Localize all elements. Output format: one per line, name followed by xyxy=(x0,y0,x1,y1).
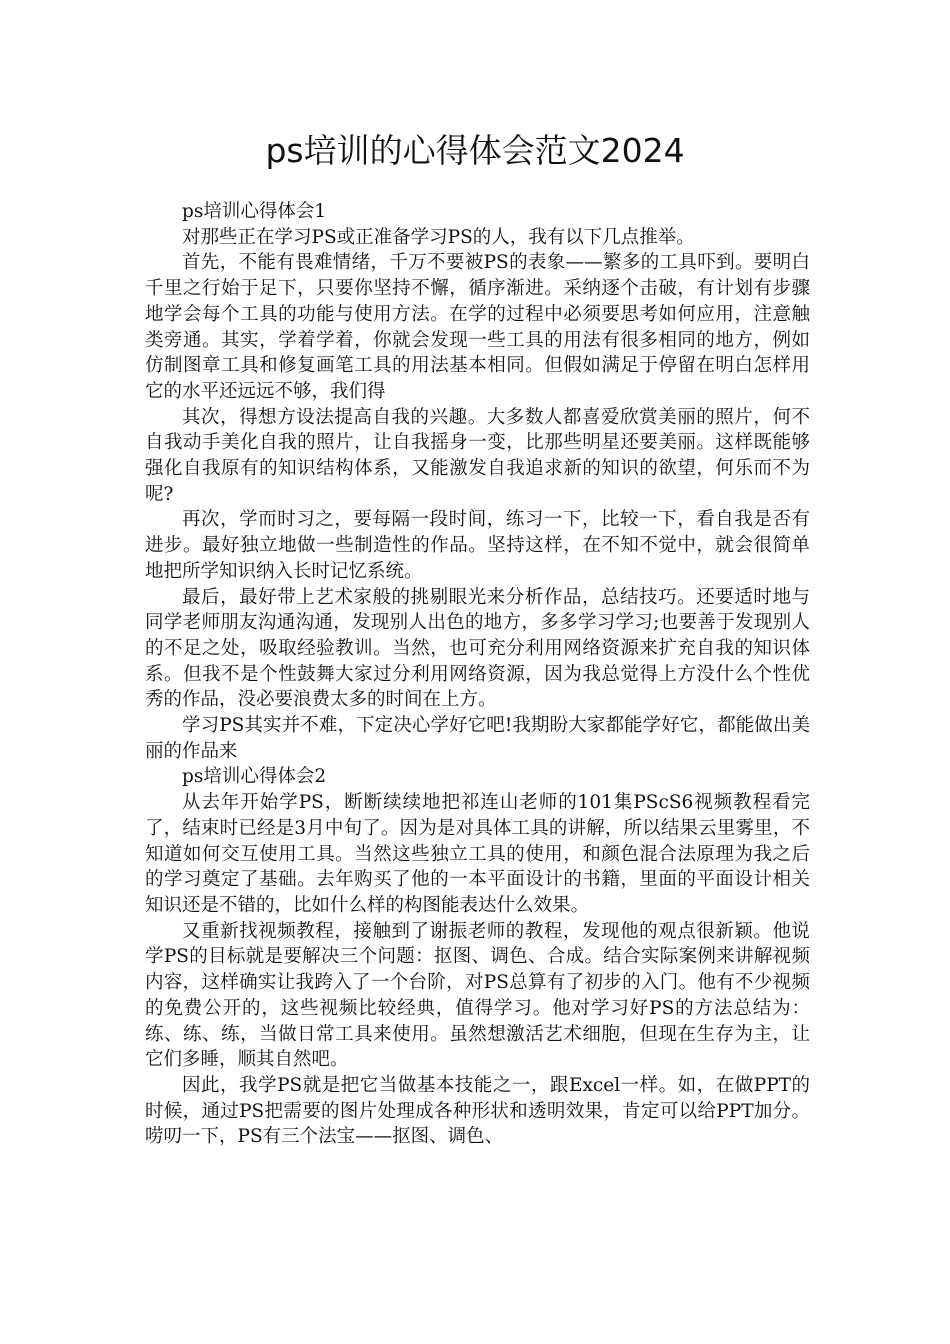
paragraph: 首先，不能有畏难情绪，千万不要被PS的表象——繁多的工具吓到。要明白千里之行始于足下，只要你坚持不懈，循序渐进。采纳逐个击破，有计划有步骤地学会每个工具的功能与使用方法。在学的过程中必须要思考如何应用，注意触类旁通。其实，学着学着，你就会发现一些工具的用法有很多相同的地方，例如仿制图章工具和修复画笔工具的用法基本相同。但假如满足于停留在明白怎样用它的水平还远远不够，我们得 xyxy=(145,252,810,402)
document-body xyxy=(145,199,810,1150)
paragraph: 从去年开始学PS，断断续续地把祁连山老师的101集PScS6视频教程看完了，结束时已经是3月中旬了。因为是对具体工具的讲解，所以结果云里雾里，不知道如何交互使用工具。当然这些独立工具的使用，和颜色混合法原理为我之后的学习奠定了基础。去年购买了他的一本平面设计的书籍，里面的平面设计相关知识还是不错的，比如什么样的构图能表达什么效果。 xyxy=(145,792,810,916)
section-heading-2: ps培训心得体会2 xyxy=(182,766,327,788)
paragraph: 再次，学而时习之，要每隔一段时间，练习一下，比较一下，看自我是否有进步。最好独立地做一些制造性的作品。坚持这样，在不知不觉中，就会很简单地把所学知识纳入长时记忆系统。 xyxy=(145,509,810,582)
paragraph: 其次，得想方设法提高自我的兴趣。大多数人都喜爱欣赏美丽的照片，何不自我动手美化自我的照片，让自我摇身一变，比那些明星还要美丽。这样既能够强化自我原有的知识结构体系，又能激发自我追求新的知识的欲望，何乐而不为呢? xyxy=(145,406,810,505)
paragraph: 又重新找视频教程，接触到了谢振老师的教程，发现他的观点很新颖。他说学PS的目标就是要解决三个问题：抠图、调色、合成。结合实际案例来讲解视频内容，这样确实让我跨入了一个台阶，对PS总算有了初步的入门。他有不少视频的免费公开的，这些视频比较经典，值得学习。他对学习好PS的方法总结为：练、练、练，当做日常工具来使用。虽然想激活艺术细胞，但现在生存为主，让它们多睡，顺其自然吧。 xyxy=(145,920,810,1071)
document-title: ps培训的心得体会范文2024 xyxy=(265,131,685,170)
paragraph: 最后，最好带上艺术家般的挑剔眼光来分析作品，总结技巧。还要适时地与同学老师朋友沟通沟通，发现别人出色的地方，多多学习学习;也要善于发现别人的不足之处，吸取经验教训。当然，也可充分利用网络资源来扩充自我的知识体系。但我不是个性鼓舞大家过分利用网络资源，因为我总觉得上方没什么个性优秀的作品，没必要浪费太多的时间在上方。 xyxy=(145,586,810,711)
section-heading-1: ps培训心得体会1 xyxy=(182,201,327,222)
paragraph: 学习PS其实并不难，下定决心学好它吧!我期盼大家都能学好它，都能做出美丽的作品来 xyxy=(145,715,810,762)
paragraph: 对那些正在学习PS或正准备学习PS的人，我有以下几点推举。 xyxy=(182,226,695,248)
paragraph: 因此，我学PS就是把它当做基本技能之一，跟Excel一样。如，在做PPT的时候，通过PS把需要的图片处理成各种形状和透明效果，肯定可以给PPT加分。唠叨一下，PS有三个法宝——抠图、调色、 xyxy=(145,1074,810,1148)
